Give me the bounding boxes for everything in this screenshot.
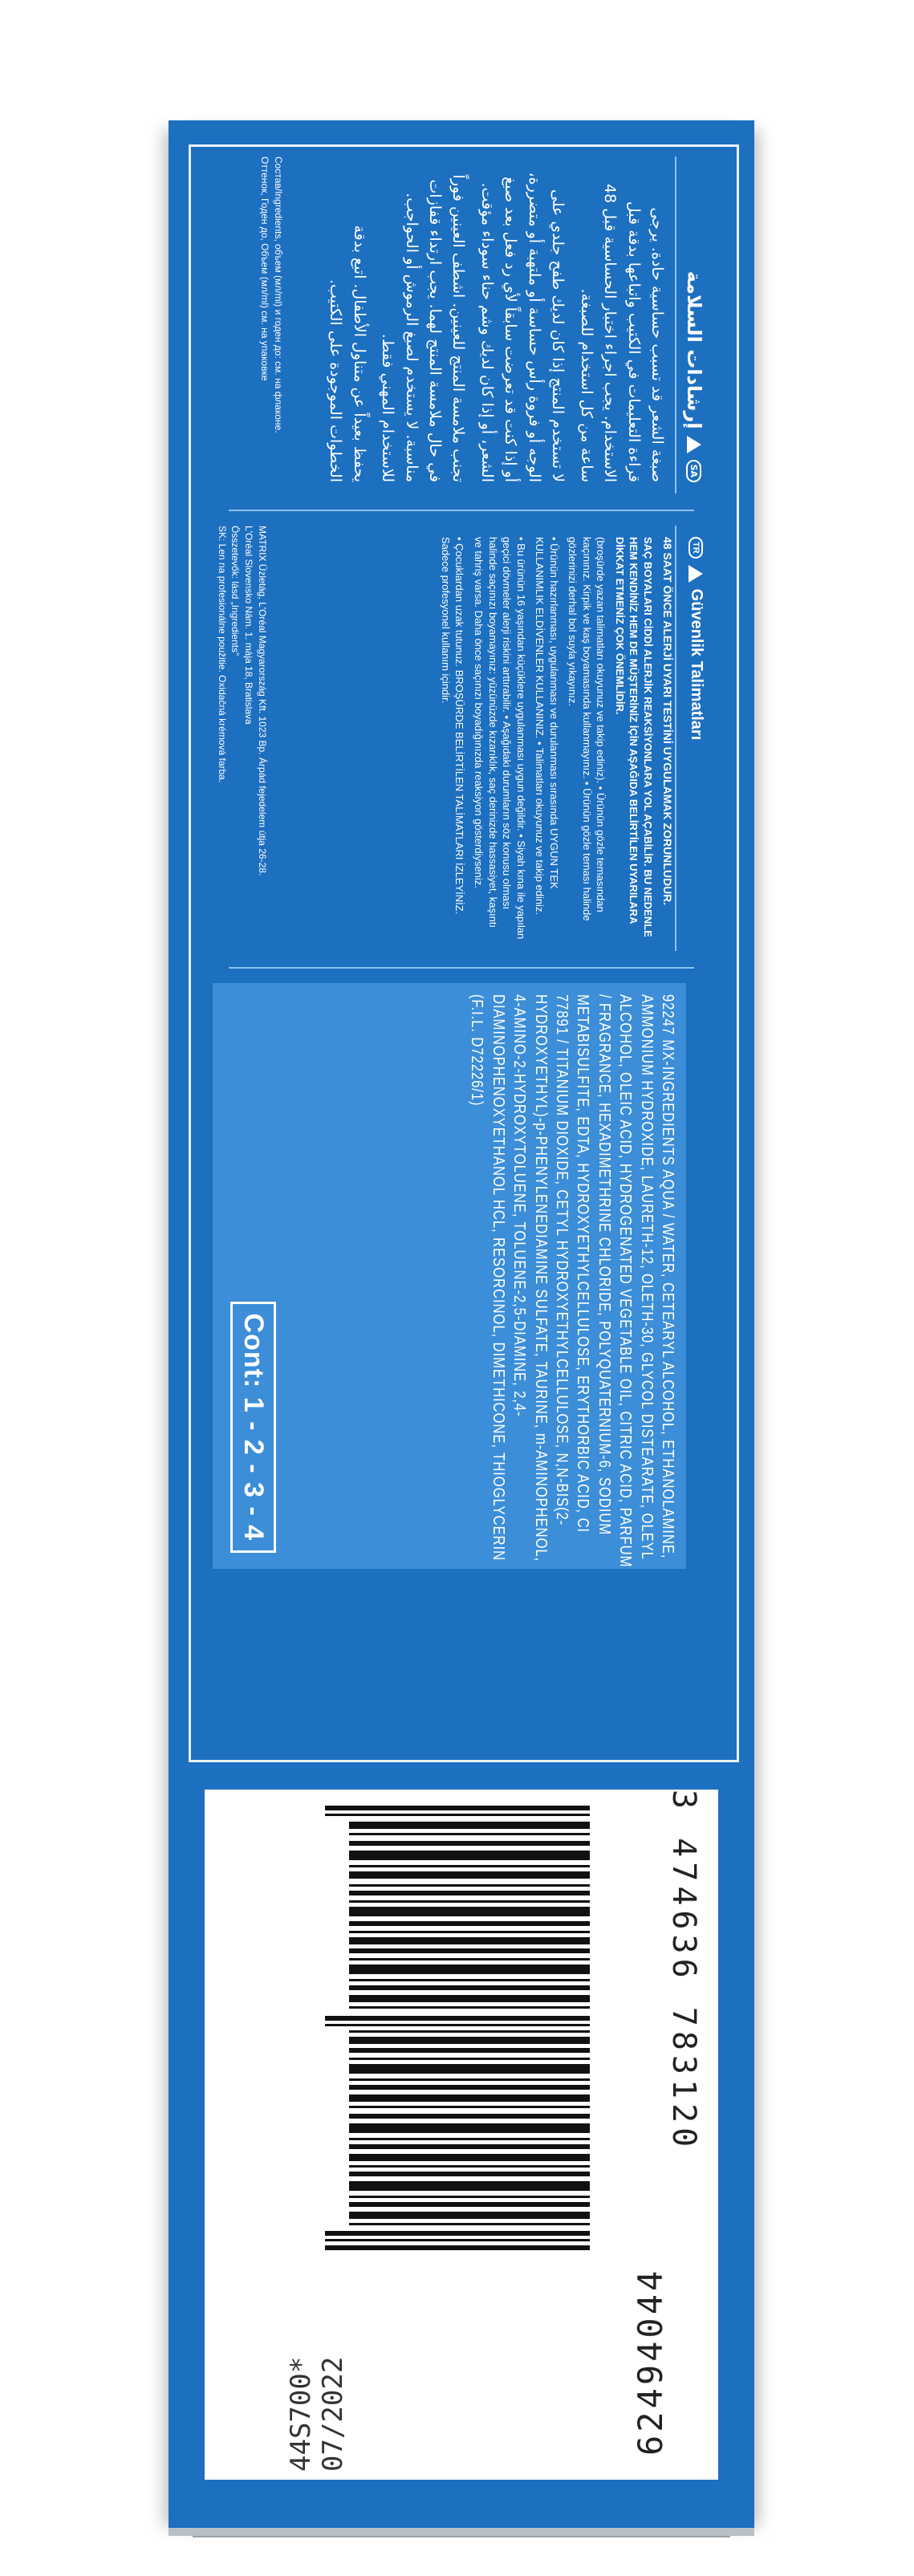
arabic-paragraph: صبغة الشعر قد تسبب حساسية حادة. يرجى قراءة التعليمات في الكتيب واتباعها بدقة قبل الاستخدام. يجب اجراء اختبار الحساسية قبل 48 ساعة من كل استخدام للصبغة. bbox=[577, 183, 666, 482]
ingredients-box bbox=[213, 983, 686, 1569]
arabic-paragraph: تجنب ملامسة المنتج للعينين. اشطف العينين فوراً في حال ملامسة المنتج لهما. يجب ارتداء قفازات مناسبة. لا يستخدم لصبغ الرموش أو الحواجب. للاستخدام المهني فقط. bbox=[379, 174, 468, 482]
russian-footer bbox=[258, 156, 285, 494]
arabic-header bbox=[683, 168, 705, 482]
warning-triangle-icon bbox=[687, 436, 701, 453]
turkish-safety-column bbox=[205, 526, 718, 951]
turkish-title: Güvenlik Talimatları bbox=[688, 588, 705, 741]
turkish-header bbox=[687, 537, 705, 940]
footer-line: Состав/Ingredients, объем (мл/ml) и годен до: см. на флаконе. bbox=[273, 156, 284, 433]
turkish-paragraph: • Bu ürünün 16 yaşından küçüklere uygulanması uygun değildir. • Siyah kına ile yapılan geçici dövmeler alerji riskini arttırabilir. • Aşağıdaki durumların söz konusu olması halinde saçınızı boyamayınız: yüzünüzde kızarıklık, saç derinizde hassasiyet, kaşıntı ve tahriş varsa. Daha önce saçınızı boyadığınızda reaksiyon gösterdiyseniz. bbox=[472, 537, 527, 940]
arabic-paragraph: لا تستخدم المنتج إذا كان لديك طفح جلدي على الوجه أو فروة رأس حساسة أو ملتهبة أو متضررة، أو إذا كنت قد تعرضت سابقاً لأي رد فعل بعد صبغ الشعر، أو إذا كان لديك وشم حناء سوداء مؤقت. bbox=[477, 172, 567, 482]
rotated-text-panel bbox=[205, 156, 718, 1729]
column-divider bbox=[229, 967, 694, 969]
box-flap-edge bbox=[193, 2536, 730, 2557]
arabic-paragraph: يحفظ بعيداً عن متناول الأطفال. اتبع بدقة الخطوات الموجودة على الكتيب. bbox=[327, 225, 368, 482]
arabic-lang-badge: SA bbox=[687, 460, 702, 482]
ingredients-list: 92247 MX-INGREDIENTS AQUA / WATER, CETEARYL ALCOHOL, ETHANOLAMINE, AMMONIUM HYDROXIDE, LAURETH-12, OLETH-30, GLYCOL DISTEARATE, OLEYL ALCOHOL, OLEIC ACID, HYDROGENATED VEGETABLE OIL, CITRIC ACID, PARFUM / FRAGRANCE, HEXADIMETHRINE CHLORIDE, POLYQUATERNIUM-6, SODIUM METABISULFITE, EDTA, HYDROXYETHYLCELLULOSE, ERYTHORBIC ACID, CI 77891 / TITANIUM DIOXIDE, CETYL HYDROXYETHYLCELLULOSE, N,N-BIS(2-HYDROXYETHYL)-p-PHENYLENEDIAMINE SULFATE, TAURINE, m-AMINOPHENOL, 4-AMINO-2-HYDROXYTOLUENE, TOLUENE-2,5-DIAMINE, 2,4-DIAMINOPHENOXYETHANOL HCL, RESORCINOL, DIMETHICONE, THIOGLYCERIN (F.I.L. D72226/1) bbox=[468, 994, 676, 1568]
turkish-paragraph: • Çocuklardan uzak tutunuz. BROŞÜRDE BELİRTİLEN TALİMATLARI İZLEYİNİZ. Sadece profesyonel kullanım içindir. bbox=[439, 537, 466, 915]
legal-footer bbox=[215, 526, 269, 975]
warning-triangle-icon bbox=[689, 565, 704, 583]
barcode-rotated bbox=[205, 1790, 718, 2480]
footer-line: SK: Len na profesionálne použitie. Oxidačná krémová farba. bbox=[216, 526, 228, 783]
barcode-icon bbox=[325, 1806, 590, 2255]
footer-line: Összetevők: lásd „Ingredients” bbox=[230, 526, 242, 656]
turkish-lang-badge: TR bbox=[689, 537, 704, 559]
footer-line: Оттенок, Годен до, Объем (мл/ml) см. на упаковке bbox=[259, 156, 271, 381]
barcode-panel bbox=[205, 1790, 718, 2480]
column-divider bbox=[229, 510, 694, 511]
footer-line: L'Oréal Slovensko Nám. 1. mája 18, Bratislava bbox=[243, 526, 255, 725]
cont-shades: Cont: 1 - 2 - 3 - 4 bbox=[230, 1302, 276, 1553]
product-code: 62494044 bbox=[631, 2267, 670, 2456]
turkish-subtitle: 48 SAAT ÖNCE ALERJİ UYARI TESTİNİ UYGULAMAK ZORUNLUDUR. bbox=[661, 537, 674, 906]
turkish-paragraph: (broşürde yazan talimatları okuyunuz ve takip ediniz). • Ürünün gözle temasından kaçınınız. Kirpik ve kaş boyamasında kullanmayınız. • Ürünün gözle teması halinde gözlerinizi derhal bol suyla yıkayınız. bbox=[567, 537, 607, 921]
box-bottom-edge bbox=[169, 2528, 754, 2536]
arabic-title: إرشادات السلامة bbox=[683, 270, 705, 429]
divider bbox=[675, 526, 676, 951]
turkish-paragraph: • Ürünün hazırlanması, uygulanması ve durulanması sırasında UYGUN TEK KULLANIMLIK ELDİVENLER KULLANINIZ. • Talimatları okuyunuz ve takip ediniz. bbox=[534, 537, 560, 916]
footer-line: MATRIX Üzletág, L'Oréal Magyarország Kft. 1023 Bp. Árpád fejedelem útja 26-28. bbox=[257, 526, 268, 876]
divider bbox=[675, 156, 676, 494]
lot-date: 44S700* 07/2022 bbox=[285, 2356, 349, 2472]
turkish-paragraph: SAÇ BOYALARI CİDDİ ALERJİK REAKSİYONLARA YOL AÇABİLİR. BU NEDENLE HEM KENDİNİZ HEM DE MÜŞTERİNİZ İÇİN AŞAĞIDA BELİRTİLEN UYARILARA DİKKAT ETMENİZ ÇOK ÖNEMLİDİR. bbox=[613, 537, 654, 937]
ean-number: 3 474636 783120 bbox=[665, 1790, 702, 2152]
